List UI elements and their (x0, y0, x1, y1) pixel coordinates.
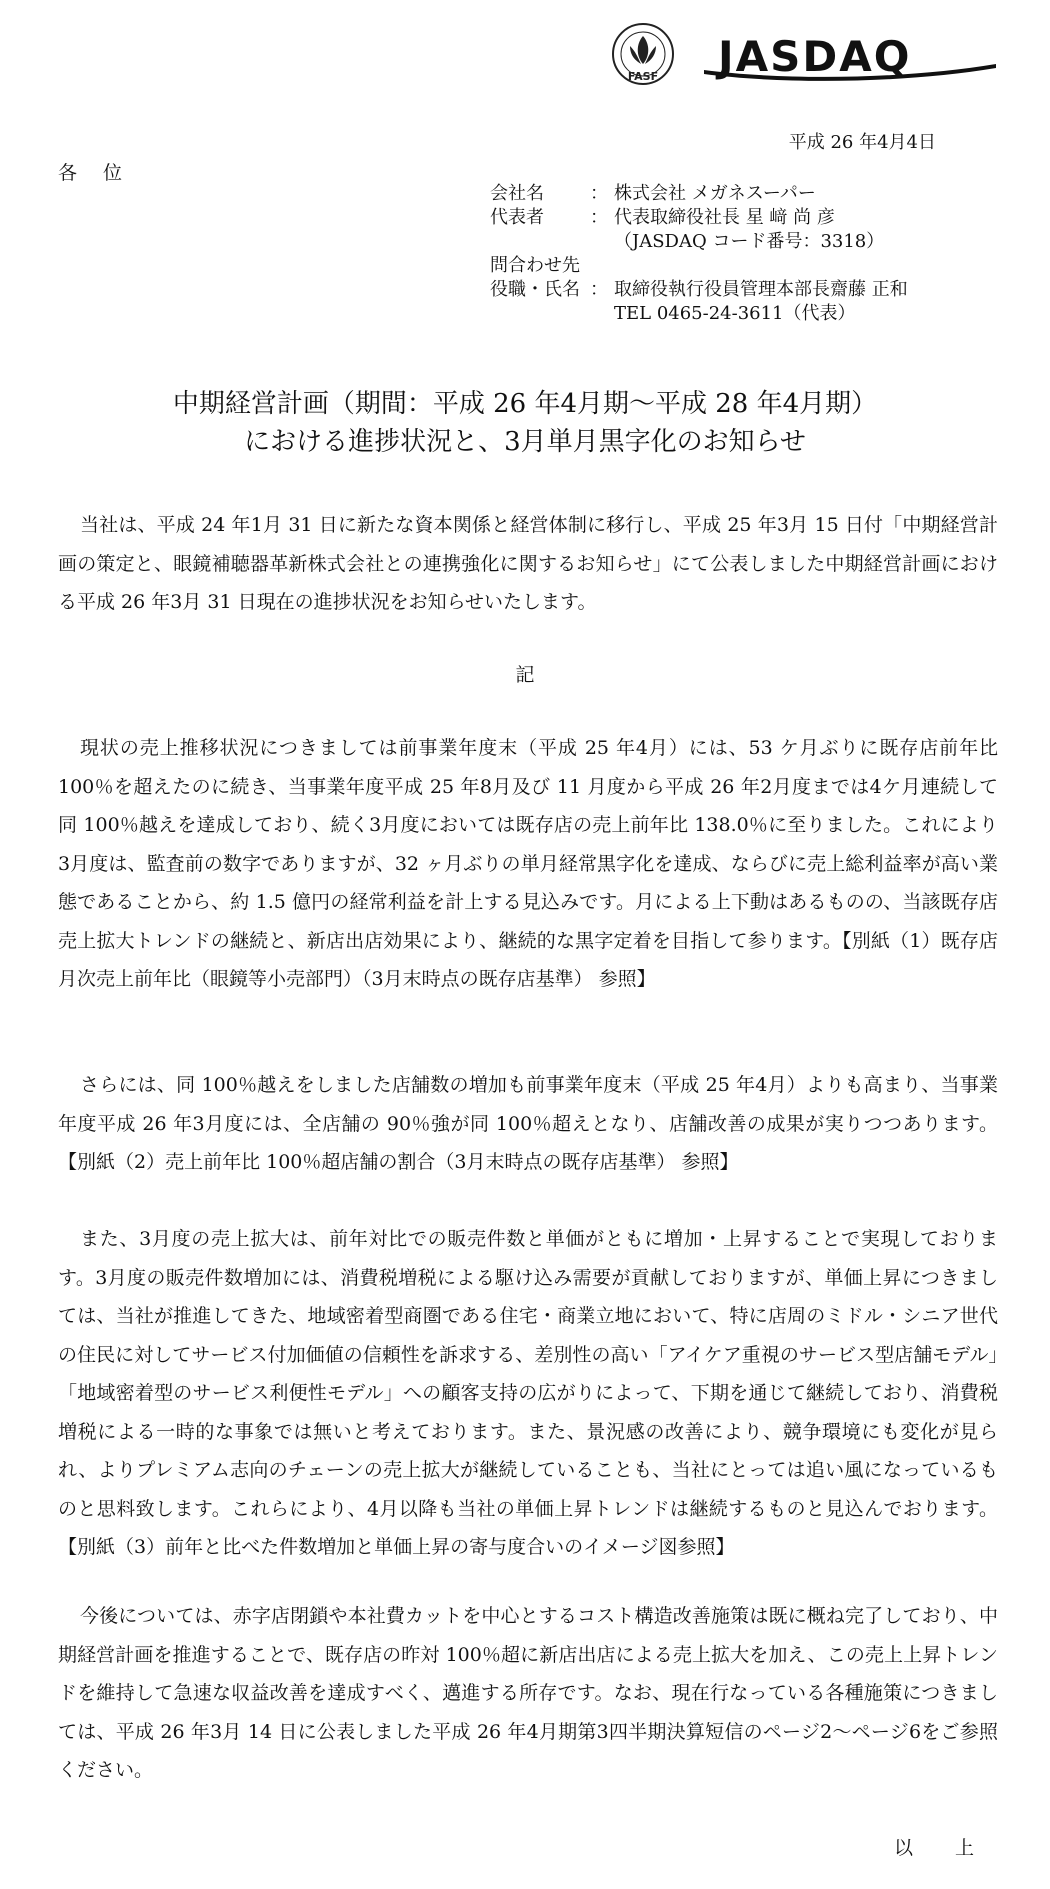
paragraph-sales-trend: 現状の売上推移状況につきましては前事業年度末（平成 25 年4月）には、53 ケ月ぶりに既存店前年比 100％を超えたのに続き、当事業年度平成 25 年8月及び 11 月度から平成 26 年2月度までは4ケ月連続して同 100％越えを達成しており、続く3月度においては既存店の売上前年比 138.0％に至りました。これにより3月度は、監査前の数字でありますが、32 ヶ月ぶりの単月経常黒字化を達成、ならびに売上総利益率が高い業態であることから、約 1.5 億円の経常利益を計上する見込みです。月による上下動はあるものの、当該既存店売上拡大トレンドの継続と、新店出店効果により、継続的な黒字定着を目指して参ります。【別紙（1）既存店月次売上前年比（眼鏡等小売部門）（3月末時点の既存店基準） 参照】 (58, 737, 998, 990)
info-label: 役職・氏名 (490, 279, 580, 300)
info-label (490, 230, 590, 254)
info-label (490, 302, 590, 326)
info-row-code (490, 230, 908, 254)
closing-mark: 以 上 (893, 1837, 992, 1859)
info-colon: ： (590, 279, 608, 300)
fasf-logo-text: FASF (627, 70, 659, 83)
paragraph-sales-expansion: また、3月度の売上拡大は、前年対比での販売件数と単価がともに増加・上昇することで実現しております。3月度の販売件数増加には、消費税増税による駆け込み需要が貢献しておりますが、単価上昇につきましては、当社が推進してきた、地域密着型商圏である住宅・商業立地において、特に店周のミドル・シニア世代の住民に対してサービス付加価値の信頼性を訴求する、差別性の高い「アイケア重視のサービス型店舗モデル」「地域密着型のサービス利便性モデル」への顧客支持の広がりによって、下期を通じて継続しており、消費税増税による一時的な事象では無いと考えております。また、景況感の改善により、競争環境にも変化が見られ、よりプレミアム志向のチェーンの売上拡大が継続していることも、当社にとっては追い風になっているものと思料致します。これらにより、4月以降も当社の単価上昇トレンドは継続するものと見込んでおります。【別紙（3）前年と比べた件数増加と単価上昇の寄与度合いのイメージ図参照】 (58, 1228, 998, 1558)
info-row-title-name (490, 278, 908, 302)
title-line-2: における進捗状況と、3月単月黒字化のお知らせ (244, 427, 806, 457)
info-label: 会社名 (490, 183, 544, 204)
info-row-contact (490, 254, 908, 278)
paragraph-store-ratio: さらには、同 100％越えをしました店舗数の増加も前事業年度末（平成 25 年4月）よりも高まり、当事業年度平成 26 年3月度には、全店舗の 90％強が同 100％超えとなり、店舗改善の成果が実りつつあります。【別紙（2）売上前年比 100％超店舗の割合（3月末時点の既存店基準） 参照】 (58, 1074, 998, 1173)
info-colon: ： (590, 207, 608, 228)
info-row-tel (490, 302, 908, 326)
info-colon (590, 254, 614, 278)
info-label: 問合わせ先 (490, 255, 580, 276)
info-value: （JASDAQ コード番号：3318） (614, 231, 885, 252)
info-label: 代表者 (490, 207, 544, 228)
document-date: 平成 26 年4月4日 (788, 132, 936, 153)
ki-heading: 記 (515, 664, 535, 686)
title-line-1: 中期経営計画（期間：平成 26 年4月期～平成 28 年4月期） (172, 389, 878, 419)
info-row-representative (490, 206, 908, 230)
info-value: 代表取締役社長 星 﨑 尚 彦 (614, 207, 835, 228)
jasdaq-logo (700, 24, 1000, 84)
info-row-company (490, 182, 908, 206)
company-info (490, 182, 908, 326)
info-value: TEL 0465-24-3611（代表） (614, 303, 856, 324)
info-colon: ： (590, 183, 608, 204)
addressee: 各 位 (58, 162, 133, 184)
intro-paragraph: 当社は、平成 24 年1月 31 日に新たな資本関係と経営体制に移行し、平成 25 年3月 15 日付「中期経営計画の策定と、眼鏡補聴器革新株式会社との連携強化に関するお知らせ」にて公表しました中期経営計画における平成 26 年3月 31 日現在の進捗状況をお知らせいたします。 (58, 514, 998, 613)
info-value: 取締役執行役員管理本部長齋藤 正和 (614, 279, 908, 300)
document-title (0, 385, 1050, 461)
paragraph-outlook: 今後については、赤字店閉鎖や本社費カットを中心とするコスト構造改善施策は既に概ね完了しており、中期経営計画を推進することで、既存店の昨対 100％超に新店出店による売上拡大を加え、この売上上昇トレンドを維持して急速な収益改善を達成すべく、邁進する所存です。なお、現在行なっている各種施策につきましては、平成 26 年3月 14 日に公表しました平成 26 年4月期第3四半期決算短信のページ2～ページ6をご参照ください。 (58, 1605, 998, 1781)
fasf-logo (608, 22, 678, 90)
logo-area (608, 22, 1008, 90)
jasdaq-logo-text: JASDAQ (718, 32, 912, 81)
info-value: 株式会社 メガネスーパー (614, 183, 816, 204)
info-colon (590, 230, 614, 254)
fasf-ring-text: 公益財団法人 財務会計基準機構 (612, 97, 698, 104)
info-colon (590, 302, 614, 326)
